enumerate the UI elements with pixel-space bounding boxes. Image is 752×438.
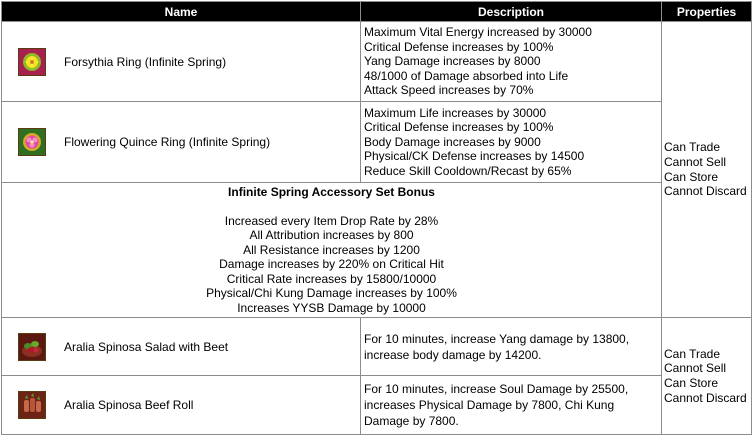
header-row [2,2,752,22]
table-row [2,376,752,435]
property-cannot-discard: Cannot Discard [664,390,747,405]
set-bonus-cell [2,183,662,318]
set-bonus-line: All Resistance increases by 1200 [243,242,420,257]
description-line: increase body damage by 14200. [364,347,542,362]
description-line: Maximum Vital Energy increased by 30000 [364,25,592,40]
item-properties [662,318,752,435]
description-line: Attack Speed increases by 70% [364,83,534,98]
item-description [361,376,662,435]
header-name: Name [2,2,361,22]
description-line: Maximum Life increases by 30000 [364,105,547,120]
set-bonus-title: Infinite Spring Accessory Set Bonus [228,185,435,199]
description-line: For 10 minutes, increase Soul Damage by 25500, [364,382,629,396]
aralia-beef-roll-icon [18,391,46,419]
property-cannot-sell: Cannot Sell [664,154,727,169]
description-line: increases Physical Damage by 7800, Chi Kung [364,398,615,412]
description-line: Critical Defense increases by 100% [364,39,554,54]
table-row [2,22,752,102]
property-can-trade: Can Trade [664,346,721,361]
set-bonus-line: All Attribution increases by 800 [249,228,414,242]
set-bonus-line: Damage increases by 220% on Critical Hit [219,257,444,271]
set-bonus-line: Physical/Chi Kung Damage increases by 100% [206,286,457,300]
property-can-store: Can Store [664,169,719,184]
description-line: Physical/CK Defense increases by 14500 [364,149,585,164]
header-description: Description [361,2,662,22]
item-name: Aralia Spinosa Beef Roll [64,398,194,412]
item-description [361,22,662,102]
description-line: Yang Damage increases by 8000 [364,54,541,69]
item-name-cell [2,22,361,102]
description-line: Critical Defense increases by 100% [364,120,554,135]
description-line: 48/1000 of Damage absorbed into Life [364,68,569,83]
flowering-quince-ring-icon [18,128,46,156]
item-description [361,318,662,376]
set-bonus-line: Critical Rate increases by 15800/10000 [226,271,437,286]
item-description [361,102,662,183]
item-name: Flowering Quince Ring (Infinite Spring) [64,135,271,149]
table-row [2,318,752,376]
description-line: Reduce Skill Cooldown/Recast by 65% [364,163,572,178]
property-can-store: Can Store [664,376,719,390]
forsythia-ring-icon [18,48,46,76]
description-line: Damage by 7800. [364,414,459,428]
set-bonus-line: Increases YYSB Damage by 10000 [237,300,426,315]
description-line: For 10 minutes, increase Yang damage by 13800, [364,331,630,346]
item-name-cell [2,318,361,376]
set-bonus-line: Increased every Item Drop Rate by 28% [224,213,439,228]
property-cannot-discard: Cannot Discard [664,184,747,199]
aralia-salad-icon [18,333,46,361]
item-name-cell [2,102,361,183]
item-table [1,1,752,435]
property-can-trade: Can Trade [664,140,721,155]
property-cannot-sell: Cannot Sell [664,361,727,376]
item-name: Forsythia Ring (Infinite Spring) [64,54,227,69]
header-properties: Properties [662,2,752,22]
item-properties [662,22,752,318]
item-name: Aralia Spinosa Salad with Beet [64,339,229,354]
description-line: Body Damage increases by 9000 [364,134,541,149]
table-row [2,102,752,183]
item-name-cell [2,376,361,435]
set-bonus-row [2,183,752,318]
